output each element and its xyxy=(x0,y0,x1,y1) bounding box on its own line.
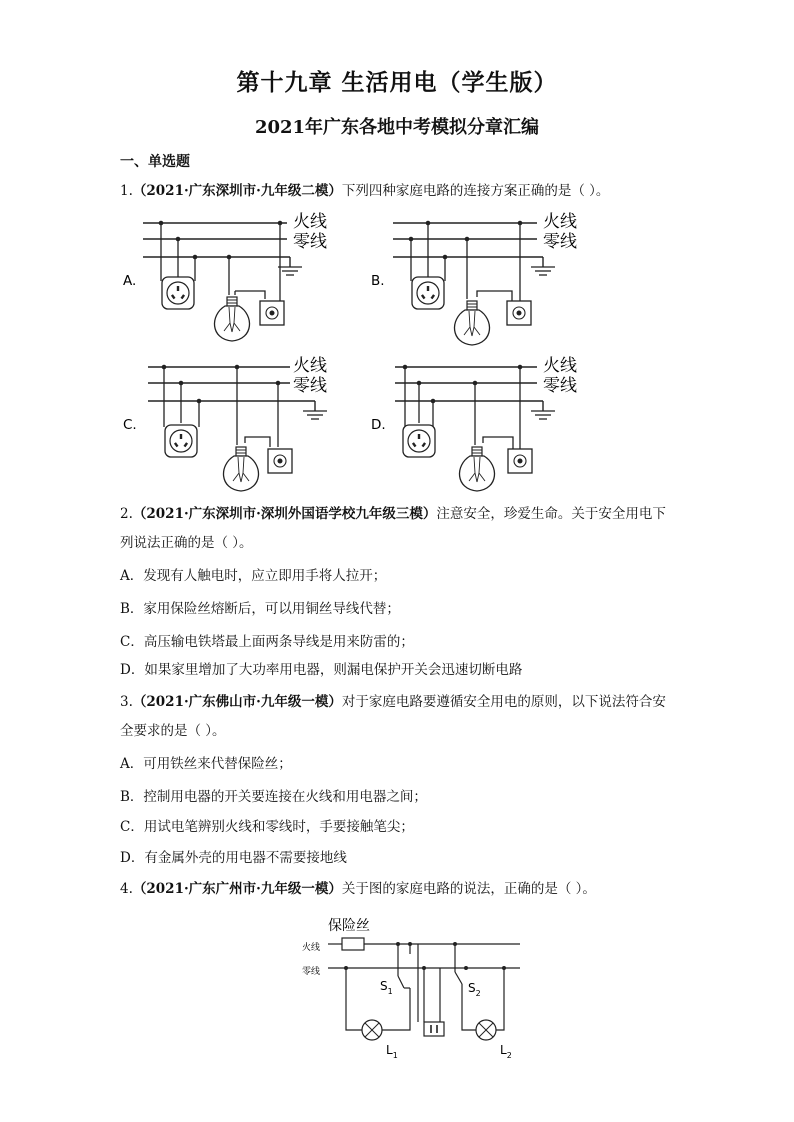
outlet-icon xyxy=(424,1022,444,1036)
live-wire-label: 火线 xyxy=(543,356,577,376)
lamp-l1-label: $L_1$ xyxy=(386,1043,398,1060)
neutral-wire-label: 零线 xyxy=(543,376,577,396)
lamp-l2-icon xyxy=(476,1020,496,1040)
option-label: C. xyxy=(123,417,137,433)
circuit-option-b xyxy=(371,212,577,345)
live-wire-label: 火线 xyxy=(293,212,327,232)
question-2-option-c: C．高压输电铁塔最上面两条导线是用来防雷的； xyxy=(120,634,414,650)
question-4-circuit-diagram xyxy=(300,910,540,1070)
option-label: D. xyxy=(371,417,386,433)
question-3-stem xyxy=(120,693,666,711)
question-3-option-d: D．有金属外壳的用电器不需要接地线 xyxy=(120,850,347,866)
fuse-label: 保险丝 xyxy=(328,918,370,934)
question-text: 关于图的家庭电路的说法，正确的是（ ）。 xyxy=(341,881,596,897)
question-source: （2021·广东深圳市·深圳外国语学校九年级三模） xyxy=(132,506,437,522)
fuse-icon xyxy=(342,938,364,950)
question-4-stem xyxy=(120,880,596,898)
live-wire-label: 火线 xyxy=(302,943,321,953)
question-2-stem-continued: 列说法正确的是（ ）。 xyxy=(120,535,253,551)
question-2-stem xyxy=(120,505,666,523)
section-heading: 一、单选题 xyxy=(120,154,190,170)
question-number: 2. xyxy=(120,506,133,522)
question-3-option-a: A．可用铁丝来代替保险丝； xyxy=(120,756,292,772)
switch-s2-label: $S_2$ xyxy=(468,981,481,998)
question-2-option-a: A．发现有人触电时，应立即用手将人拉开； xyxy=(120,568,387,584)
switch-s2-icon xyxy=(455,972,462,990)
lamp-l1-icon xyxy=(362,1020,382,1040)
question-text: 下列四种家庭电路的连接方案正确的是（ ）。 xyxy=(341,183,610,199)
question-source: （2021·广东广州市·九年级一模） xyxy=(132,881,342,897)
question-text: 对于家庭电路要遵循安全用电的原则，以下说法符合安 xyxy=(341,694,666,710)
question-number: 1. xyxy=(120,183,133,199)
neutral-wire-label: 零线 xyxy=(293,232,327,252)
page-subtitle: 2021年广东各地中考模拟分章汇编 xyxy=(254,117,540,138)
circuit-option-c xyxy=(123,356,327,491)
page-title: 第十九章 生活用电（学生版） xyxy=(236,69,558,96)
switch-s1-label: $S_1$ xyxy=(380,979,393,996)
question-text: 注意安全，珍爱生命。关于安全用电下 xyxy=(436,506,666,522)
circuit-option-a xyxy=(123,212,327,341)
neutral-wire-label: 零线 xyxy=(302,967,321,977)
option-label: B. xyxy=(371,273,385,289)
lamp-l2-label: $L_2$ xyxy=(500,1043,512,1060)
question-1-diagrams xyxy=(115,205,715,495)
question-3-option-b: B．控制用电器的开关要连接在火线和用电器之间； xyxy=(120,789,427,805)
question-number: 3. xyxy=(120,694,133,710)
question-source: （2021·广东佛山市·九年级一模） xyxy=(132,694,342,710)
neutral-wire-label: 零线 xyxy=(293,376,327,396)
switch-s1-icon xyxy=(398,970,410,988)
question-source: （2021·广东深圳市·九年级二模） xyxy=(132,183,342,199)
question-1-stem xyxy=(120,182,609,200)
question-2-option-b: B．家用保险丝熔断后，可以用铜丝导线代替； xyxy=(120,601,400,617)
neutral-wire-label: 零线 xyxy=(543,232,577,252)
live-wire-label: 火线 xyxy=(293,356,327,376)
question-3-option-c: C．用试电笔辨别火线和零线时，手要接触笔尖； xyxy=(120,819,414,835)
question-number: 4. xyxy=(120,881,133,897)
live-wire-label: 火线 xyxy=(543,212,577,232)
option-label: A. xyxy=(123,273,137,289)
question-2-option-d: D．如果家里增加了大功率用电器，则漏电保护开关会迅速切断电路 xyxy=(120,662,523,678)
circuit-option-d xyxy=(371,356,577,491)
question-3-stem-continued: 全要求的是（ ）。 xyxy=(120,723,226,739)
